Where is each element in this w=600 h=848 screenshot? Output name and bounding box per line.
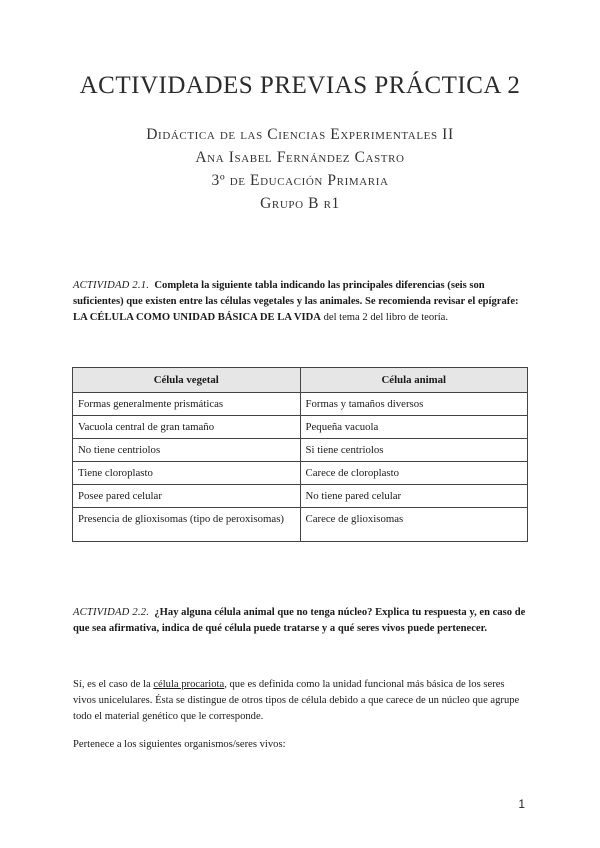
- activity-1-text-b: LA CÉLULA COMO UNIDAD BÁSICA DE LA VIDA: [73, 312, 321, 323]
- page-title: ACTIVIDADES PREVIAS PRÁCTICA 2: [79, 72, 521, 99]
- course-line: 3º de Educación Primaria: [211, 172, 389, 189]
- answer-text-a: Sí, es el caso de la: [73, 679, 154, 690]
- table-cell: No tiene pared celular: [300, 485, 528, 508]
- table-row: [73, 485, 528, 508]
- table-row: [73, 416, 528, 439]
- table-cell: Posee pared celular: [73, 485, 301, 508]
- table-cell: Formas y tamaños diversos: [300, 393, 528, 416]
- activity-2-question: ¿Hay alguna célula animal que no tenga núcleo? Explica tu respuesta y, en caso de que sea afirmativa, indica de qué célula puede tratarse y a qué seres vivos puede pertenecer.: [73, 607, 526, 634]
- activity-2-prompt: [73, 605, 529, 637]
- table-cell: Pequeña vacuola: [300, 416, 528, 439]
- table-row: [73, 508, 528, 542]
- activity-2-label: ACTIVIDAD 2.2.: [73, 607, 150, 618]
- group-line: Grupo B r1: [260, 195, 340, 212]
- column-header: Célula animal: [300, 368, 528, 393]
- table-cell: Vacuola central de gran tamaño: [73, 416, 301, 439]
- table-cell: Presencia de glioxisomas (tipo de peroxisomas): [73, 508, 301, 542]
- answer-underlined-term: célula procariota: [153, 679, 225, 690]
- table-cell: No tiene centriolos: [73, 439, 301, 462]
- subject-line: Didáctica de las Ciencias Experimentales II: [146, 126, 454, 143]
- activity-2-answer-2: Pertenece a los siguientes organismos/seres vivos:: [73, 739, 286, 750]
- table-row: [73, 393, 528, 416]
- table-cell: Si tiene centriolos: [300, 439, 528, 462]
- table-row: [73, 439, 528, 462]
- table-cell: Carece de cloroplasto: [300, 462, 528, 485]
- table-cell: Tiene cloroplasto: [73, 462, 301, 485]
- table-cell: Carece de glioxisomas: [300, 508, 528, 542]
- table-header-row: [73, 368, 528, 393]
- author-line: Ana Isabel Fernández Castro: [195, 149, 405, 166]
- page-number: 1: [518, 797, 525, 811]
- column-header: Célula vegetal: [73, 368, 301, 393]
- table-row: [73, 462, 528, 485]
- activity-1-text-c: del tema 2 del libro de teoría.: [320, 312, 449, 323]
- activity-2-answer: [73, 677, 529, 725]
- activity-1-label: ACTIVIDAD 2.1.: [73, 280, 150, 291]
- table-cell: Formas generalmente prismáticas: [73, 393, 301, 416]
- activity-1-prompt: [73, 278, 529, 326]
- comparison-table: [72, 367, 528, 542]
- answer-text-b: , que es definida como la unidad funcional más básica de los seres vivos unicelulares. Ésta se distingue de otros tipos de célula debido a que carece de un núcleo que agrupe todo el material genético que le corresponde.: [73, 679, 520, 722]
- activity-1-text-a: Completa la siguiente tabla indicando las principales diferencias (seis son suficientes) que existen entre las células vegetales y las animales. Se recomienda revisar el epígrafe:: [73, 280, 519, 307]
